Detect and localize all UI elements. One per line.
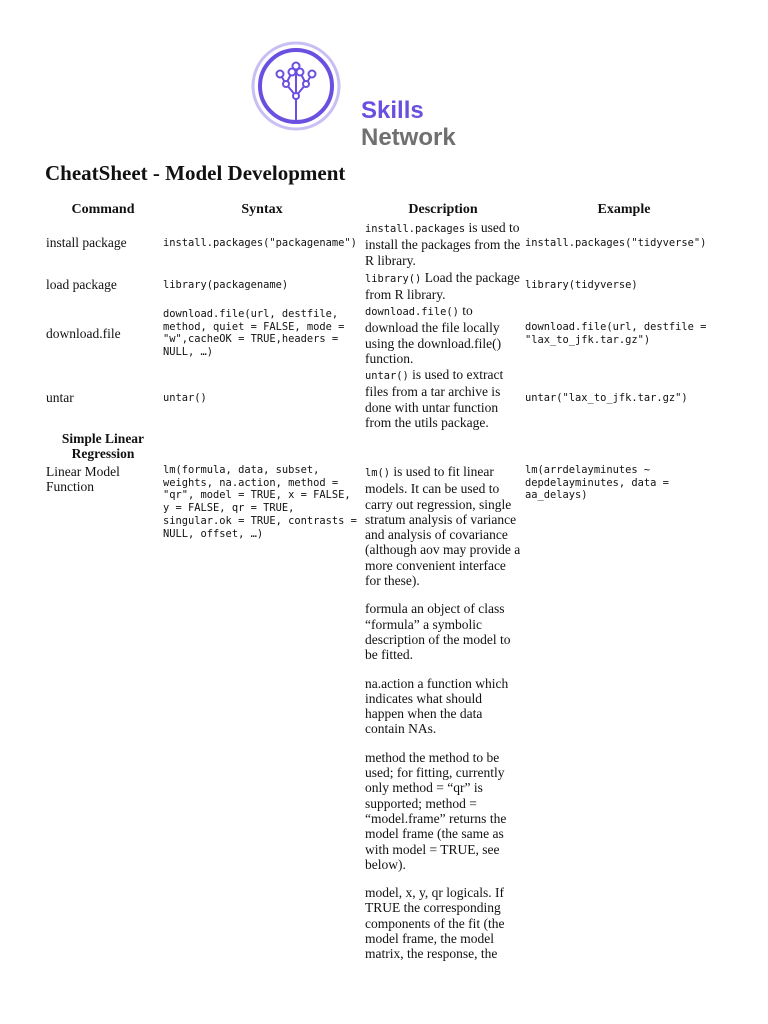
- row-install-desc-code: install.packages: [365, 223, 466, 235]
- row-lm-desc-code: lm(): [365, 467, 391, 479]
- row-load-desc-code: library(): [365, 273, 422, 285]
- header-command: Command: [71, 202, 135, 217]
- row-lm-desc-text: is used to fit linear models. It can be used to carry out regression, single stratum analysis of variance and analysis of covariance (although aov may provide a more convenient interface for these).: [365, 464, 521, 589]
- skills-network-logo: [250, 40, 490, 151]
- row-install-command: install package: [46, 235, 127, 250]
- page-title: [45, 160, 345, 186]
- row-lm-desc-method: method the method to be used; for fitting, currently only method = “qr” is supported; method = “model.frame” returns the model frame (the same as with model = TRUE, see below).: [365, 749, 507, 872]
- row-untar-desc-text: is used to extract files from a tar archive is done with untar function from the utils package.: [365, 367, 504, 430]
- row-install-syntax: install.packages("packagename"): [163, 237, 357, 249]
- brand-skills: Skills: [361, 97, 424, 124]
- row-untar-syntax: untar(): [163, 392, 207, 404]
- row-lm-desc-intro: [365, 464, 523, 588]
- row-install-desc-text: is used to install the packages from the R library.: [365, 220, 521, 268]
- tree-circle-logo-icon: [250, 40, 342, 132]
- row-install-example: install.packages("tidyverse"): [525, 237, 707, 249]
- row-load-example: library(tidyverse): [525, 279, 638, 291]
- row-lm-desc-formula: formula an object of class “formula” a symbolic description of the model to be fitted.: [365, 601, 511, 663]
- row-download-example: download.file(url, destfile = "lax_to_jfk.tar.gz"): [525, 321, 707, 346]
- row-install-description: [365, 220, 523, 268]
- page-title-bold: CheatSheet: [45, 161, 148, 185]
- section-simple-linear-regression: Simple Linear Regression: [61, 431, 145, 462]
- brand-network: Network: [361, 124, 456, 151]
- row-download-description: [365, 303, 523, 366]
- header-example: Example: [597, 202, 651, 217]
- row-load-desc-text: Load the package from R library.: [365, 270, 520, 303]
- row-untar-desc-code: untar(): [365, 370, 409, 382]
- row-load-description: [365, 270, 523, 303]
- row-download-desc-code: download.file(): [365, 306, 459, 318]
- row-lm-syntax: lm(formula, data, subset, weights, na.action, method = "qr", model = TRUE, x = FALSE, y = FALSE, qr = TRUE, singular.ok = TRUE, contrasts = NULL, offset, …): [163, 464, 357, 540]
- row-untar-command: untar: [46, 390, 74, 405]
- row-lm-description: [365, 464, 523, 975]
- row-download-desc-text: to download the file locally using the download.file() function.: [365, 303, 502, 366]
- row-download-command: download.file: [46, 326, 121, 341]
- header-syntax: Syntax: [241, 202, 283, 217]
- row-download-syntax: download.file(url, destfile, method, quiet = FALSE, mode = "w",cacheOK = TRUE,headers = NULL, …): [163, 308, 345, 359]
- row-untar-example: untar("lax_to_jfk.tar.gz"): [525, 392, 688, 404]
- row-lm-desc-model: model, x, y, qr logicals. If TRUE the corresponding components of the fit (the model frame, the model matrix, the response, the: [365, 885, 505, 962]
- row-lm-desc-na-action: na.action a function which indicates what should happen when the data contain NAs.: [365, 675, 509, 737]
- row-lm-example: lm(arrdelayminutes ~ depdelayminutes, data = aa_delays): [525, 464, 669, 502]
- page-title-rest: - Model Development: [147, 161, 346, 185]
- header-description: Description: [408, 202, 478, 217]
- row-lm-command: Linear Model Function: [46, 464, 120, 495]
- row-load-syntax: library(packagename): [163, 279, 289, 291]
- row-load-command: load package: [46, 277, 117, 292]
- row-untar-description: [365, 367, 523, 430]
